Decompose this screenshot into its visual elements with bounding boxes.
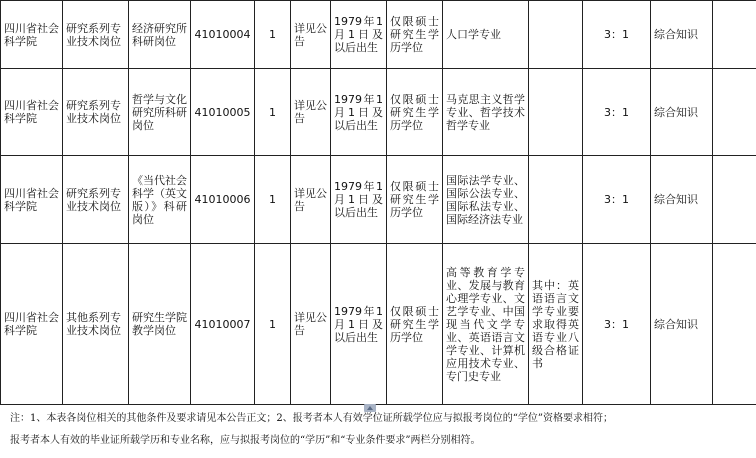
- post-name-cell: 《当代社会科学（英文版）》科研岗位: [129, 156, 191, 244]
- major-requirement-cell: 高等教育学专业、发展与教育心理学专业、文艺学专业、中国现当代文学专业、英语语言文学专业、计算机应用技术专业、专门史专业: [443, 244, 529, 405]
- post-category-cell: 研究系列专业技术岗位: [63, 1, 129, 69]
- exam-subject-cell: 综合知识: [651, 156, 713, 244]
- quota-cell: 1: [255, 69, 291, 156]
- table-row: [1, 1, 756, 69]
- quota-cell: 1: [255, 156, 291, 244]
- quota-cell: 1: [255, 1, 291, 69]
- exam-ratio-cell: 3：1: [583, 244, 651, 405]
- unit-cell: 四川省社会科学院: [1, 69, 63, 156]
- announcement-cell: 详见公告: [291, 1, 331, 69]
- post-name-cell: 哲学与文化研究所科研岗位: [129, 69, 191, 156]
- post-category-cell: 其他系列专业技术岗位: [63, 244, 129, 405]
- note-line-2: 报考者本人有效的毕业证所载学历和专业名称，应与拟报考岗位的“学历”和“专业条件要求”两栏分别相符。: [10, 435, 481, 446]
- exam-ratio-cell: 3：1: [583, 1, 651, 69]
- education-requirement-cell: 仅限硕士研究生学历学位: [387, 69, 443, 156]
- exam-subject-cell: 综合知识: [651, 1, 713, 69]
- table-row: [1, 156, 756, 244]
- post-category-cell: 研究系列专业技术岗位: [63, 156, 129, 244]
- other-requirement-cell: 其中：英语语言文学专业要求取得英语专业八级合格证书: [529, 244, 583, 405]
- post-name-cell: 研究生学院教学岗位: [129, 244, 191, 405]
- announcement-cell: 详见公告: [291, 244, 331, 405]
- post-code-cell: 41010006: [191, 156, 255, 244]
- other-requirement-cell: [529, 69, 583, 156]
- major-requirement-cell: 国际法学专业、国际公法专业、国际私法专业、国际经济法专业: [443, 156, 529, 244]
- exam-ratio-cell: 3：1: [583, 69, 651, 156]
- post-code-cell: 41010007: [191, 244, 255, 405]
- unit-cell: 四川省社会科学院: [1, 156, 63, 244]
- exam-subject-cell: 综合知识: [651, 69, 713, 156]
- education-requirement-cell: 仅限硕士研究生学历学位: [387, 156, 443, 244]
- table-row: [1, 244, 756, 405]
- announcement-cell: 详见公告: [291, 69, 331, 156]
- post-category-cell: 研究系列专业技术岗位: [63, 69, 129, 156]
- other-requirement-cell: [529, 1, 583, 69]
- exam-subject-cell: 综合知识: [651, 244, 713, 405]
- age-requirement-cell: 1979年1月1日及以后出生: [331, 156, 387, 244]
- age-requirement-cell: 1979年1月1日及以后出生: [331, 1, 387, 69]
- post-code-cell: 41010005: [191, 69, 255, 156]
- remark-cell: [713, 1, 756, 69]
- age-requirement-cell: 1979年1月1日及以后出生: [331, 69, 387, 156]
- announcement-cell: 详见公告: [291, 156, 331, 244]
- remark-cell: [713, 244, 756, 405]
- education-requirement-cell: 仅限硕士研究生学历学位: [387, 1, 443, 69]
- major-requirement-cell: 人口学专业: [443, 1, 529, 69]
- other-requirement-cell: [529, 156, 583, 244]
- quota-cell: 1: [255, 244, 291, 405]
- remark-cell: [713, 69, 756, 156]
- post-code-cell: 41010004: [191, 1, 255, 69]
- education-requirement-cell: 仅限硕士研究生学历学位: [387, 244, 443, 405]
- page-break-marker-icon: [364, 404, 376, 412]
- exam-ratio-cell: 3：1: [583, 156, 651, 244]
- table-row: [1, 69, 756, 156]
- post-name-cell: 经济研究所科研岗位: [129, 1, 191, 69]
- note-line-1: 注：1、本表各岗位相关的其他条件及要求请见本公告正文；2、报考者本人有效学位证所载学位应与拟报考岗位的“学位”资格要求相符；: [10, 413, 613, 424]
- major-requirement-cell: 马克思主义哲学专业、哲学技术哲学专业: [443, 69, 529, 156]
- unit-cell: 四川省社会科学院: [1, 244, 63, 405]
- age-requirement-cell: 1979年1月1日及以后出生: [331, 244, 387, 405]
- remark-cell: [713, 156, 756, 244]
- unit-cell: 四川省社会科学院: [1, 1, 63, 69]
